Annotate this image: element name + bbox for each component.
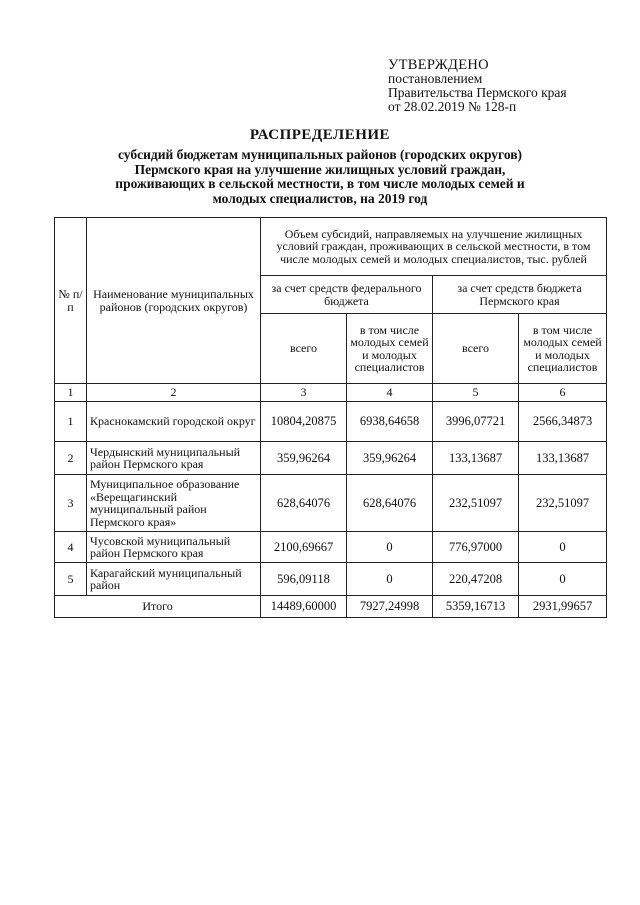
header-name: Наименование муниципальных районов (городских округов) [87, 218, 261, 384]
row-reg-total: 133,13687 [433, 442, 519, 475]
header-volume: Объем субсидий, направляемых на улучшение жилищных условий граждан, проживающих в сельской местности, в том числе молодых семей и молодых специалистов, тыс. рублей [261, 218, 607, 276]
row-name: Чусовской муниципальный район Пермского края [87, 532, 261, 563]
row-name: Краснокамский городской округ [87, 402, 261, 442]
document-subtitle: субсидий бюджетам муниципальных районов (городских округов) Пермского края на улучшение жилищных условий граждан, проживающих в сельской местности, в том числе молодых семей и молодых специалистов, на 2019 год [115, 147, 525, 206]
row-fed-youth: 628,64076 [347, 475, 433, 532]
index-cell: 6 [519, 384, 607, 402]
header-federal-youth: в том числе молодых семей и молодых специалистов [347, 314, 433, 384]
document-title: РАСПРЕДЕЛЕНИЕ [249, 127, 391, 143]
row-reg-youth: 232,51097 [519, 475, 607, 532]
row-fed-youth: 359,96264 [347, 442, 433, 475]
row-name: Карагайский муниципальный район [87, 563, 261, 596]
index-cell: 3 [261, 384, 347, 402]
index-cell: 1 [55, 384, 87, 402]
row-fed-youth: 0 [347, 563, 433, 596]
row-fed-total: 359,96264 [261, 442, 347, 475]
index-row [55, 384, 607, 402]
total-fed-youth: 7927,24998 [347, 596, 433, 618]
approval-stamp [388, 58, 633, 114]
row-fed-total: 10804,20875 [261, 402, 347, 442]
row-reg-youth: 2566,34873 [519, 402, 607, 442]
row-name: Чердынский муниципальный район Пермского края [87, 442, 261, 475]
total-reg-total: 5359,16713 [433, 596, 519, 618]
header-num: № п/п [55, 218, 87, 384]
row-reg-total: 220,47208 [433, 563, 519, 596]
row-reg-total: 232,51097 [433, 475, 519, 532]
total-reg-youth: 2931,99657 [519, 596, 607, 618]
table-row [55, 563, 607, 596]
approval-line-1: постановлением [388, 71, 483, 86]
row-num: 5 [55, 563, 87, 596]
header-regional: за счет средств бюджета Пермского края [433, 276, 607, 314]
total-fed-total: 14489,60000 [261, 596, 347, 618]
row-reg-total: 776,97000 [433, 532, 519, 563]
row-reg-youth: 133,13687 [519, 442, 607, 475]
row-name: Муниципальное образование «Верещагинский муниципальный район Пермского края» [87, 475, 261, 532]
approval-title: УТВЕРЖДЕНО [388, 57, 489, 73]
header-regional-total: всего [433, 314, 519, 384]
total-row [55, 596, 607, 618]
row-reg-total: 3996,07721 [433, 402, 519, 442]
index-cell: 2 [87, 384, 261, 402]
table-row [55, 532, 607, 563]
row-fed-total: 2100,69667 [261, 532, 347, 563]
approval-line-2: Правительства Пермского края [388, 85, 567, 100]
row-reg-youth: 0 [519, 563, 607, 596]
table-row [55, 402, 607, 442]
row-fed-youth: 0 [347, 532, 433, 563]
row-num: 2 [55, 442, 87, 475]
row-fed-total: 596,09118 [261, 563, 347, 596]
row-fed-youth: 6938,64658 [347, 402, 433, 442]
row-num: 3 [55, 475, 87, 532]
row-num: 1 [55, 402, 87, 442]
distribution-table [54, 217, 607, 618]
table-row [55, 442, 607, 475]
header-regional-youth: в том числе молодых семей и молодых специалистов [519, 314, 607, 384]
total-label: Итого [55, 596, 261, 618]
row-num: 4 [55, 532, 87, 563]
index-cell: 4 [347, 384, 433, 402]
header-federal: за счет средств федерального бюджета [261, 276, 433, 314]
row-fed-total: 628,64076 [261, 475, 347, 532]
header-federal-total: всего [261, 314, 347, 384]
row-reg-youth: 0 [519, 532, 607, 563]
index-cell: 5 [433, 384, 519, 402]
approval-line-3: от 28.02.2019 № 128-п [388, 99, 517, 114]
table-row [55, 475, 607, 532]
